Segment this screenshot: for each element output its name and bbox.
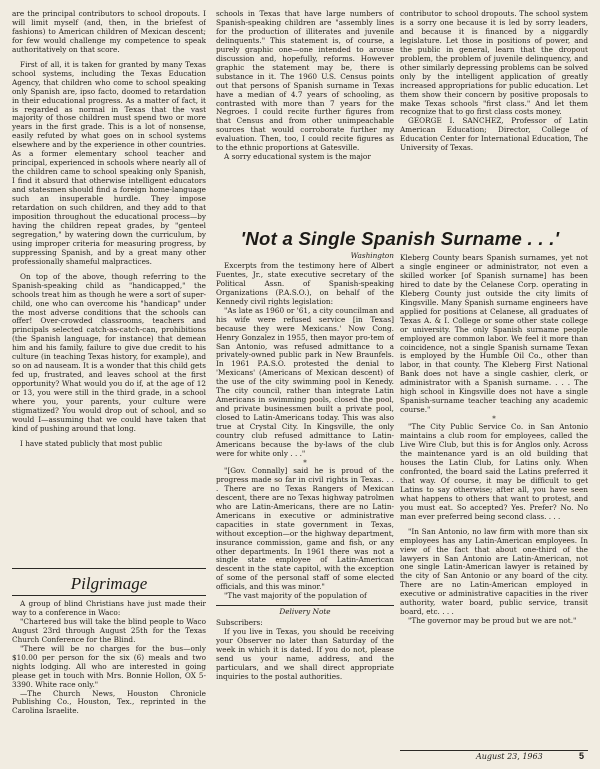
column-1-text <box>12 10 206 563</box>
paragraph: are the principal contributors to school dropouts. I will limit myself (and, then, in the briefest of fashions) to American children of Mexican descent; for few would challenge my competence to speak authoritatively on that score. <box>12 10 206 54</box>
issue-date: August 23, 1963 <box>476 752 543 761</box>
pilgrimage-title: Pilgrimage <box>70 574 148 593</box>
paragraph: A sorry educational system is the major <box>224 152 371 162</box>
column-3-top-text <box>400 10 588 220</box>
paragraph: Subscribers: <box>216 618 263 628</box>
paragraph: Kleberg County bears Spanish surnames, yet not a single engineer or administrator, not even a skilled worker [of Spanish surname] has been hired to date by the Celanese Corp. operating in Kleberg County just outside the city limits of Kingsville. Many Spanish surname engineers have applied for positions at Celanese, all graduates of Texas A. & I. College or some other state college or university. The only Spanish surname people employed are common labor. We feel it more than coincidence, not a single Spanish surname Texan is employed by the Humble Oil Co., other than labor, in that county. The Kleberg First National Bank does not have a single cashier, clerk, or administrator with a Spanish surname. . . . The high school in Kingsville does not have a single Spanish-surname teacher teaching any academic course." <box>400 254 588 415</box>
paragraph: "The City Public Service Co. in San Antonio maintains a club room for employees, called the Live Wire Club, but this is for Anglos only. Across the maintenance yard is an old building that houses the Latin Club, for Latins only. When confronted, the board said the Latins preferred it that way. Of course, it may be difficult to get Latins to say otherwise; after all, you have seen what happens to others that want to protest, and you must eat. So accepted? Yes. Prefer? No. No man ever preferred being second class. . . . <box>400 422 588 521</box>
paragraph: "There will be no charges for the bus—only $10.00 per person for the six (6) meals and two nights lodging. All who are interested in going please get in touch with Mrs. Bonnie Hollon, OX 5-3390. White race only." <box>12 643 206 689</box>
pilgrimage-top-rule <box>12 568 206 569</box>
article-headline: 'Not a Single Spanish Surname . . .' <box>240 228 560 249</box>
paragraph: "As late as 1960 or '61, a city councilman and his wife were refused service [in Texas] because they were Mexicans.' Now Cong. Henry Gonzalez in 1955, then mayor pro-tem of San Antonio, was refused admittance to a privately-owned public park in New Braunfels. In 1961 P.A.S.O. protested the denial to 'Mexicans' (Americans of Mexican descent) of the use of the city swimming pool in Kenedy. The city council, rather than integrate Latin Americans in swimming pools, closed the pool, and private businessmen built a private pool, closed to Latin-Americans today. This was also true at Crystal City. In Kingsville, the only country club refused admittance to Latin-Americans because the by-laws of the club were for white only . . ." <box>216 305 394 458</box>
column-2-bottom-text <box>216 252 394 762</box>
separator-asterisk: * <box>303 458 307 467</box>
paragraph: "[Gov. Connally] said he is proud of the progress made so far in civil rights in Texas. . . . There are no Texas Rangers of Mexican descent, there are no Texas highway patrolmen who are Latin-Americans, there are no Latin-Americans in executive or administrative capacities in state government in Texas, without exception—or the highway department, insurance commission, game and fish, or any other departments. In 1961 there was not a single state employee of Latin-American descent in the state capitol, with the exception of some of the personal staff of some elected officials, and this was minor." <box>216 465 394 592</box>
column-3-bottom-text <box>400 254 588 748</box>
pilgrimage-text <box>12 600 206 762</box>
page-number: 5 <box>579 751 585 761</box>
paragraph: "In San Antonio, no law firm with more than six employees has any Latin-American employees. In view of the fact that about one-third of the lawyers in San Antonio are Latin-American, not one single Latin-American lawyer is retained by the city of San Antonio or any board of the city. There are no Latin-American employed in executive or administrative capacities in the river authority, water board, public service, transit board, etc. . . . <box>400 526 588 617</box>
column-2-top-text <box>216 10 394 220</box>
paragraph: "The governor may be proud but we are not." <box>408 616 577 626</box>
signature: GEORGE I. SANCHEZ, Professor of Latin American Education; Director, College of Education Center for International Education, The University of Texas. <box>400 116 588 153</box>
paragraph: On top of the above, though referring to the Spanish-speaking child as "handicapped," the schools treat him as though he were a sort of super-child, one who can overcome his "handicap" under the most adverse conditions that the schools can offer! Over-crowded classrooms, teachers and principals selected catch-as-catch-can, prohibitions (the Spanish language, for instance) that demean him and his family, failure to give due credit to his culture (in teaching Texas history, for example), and so on ad nauseam. It is a wonder that this child gets fed up, frustrated, and leaves school at the first opportunity? What would you do if, at the age of 12 or 13, you were still in the third grade, in a school where you, your parents, your culture were stigmatized? You would drop out of school, and so would I—assuming that we could have taken that kind of pushing around that long. <box>12 271 206 433</box>
delivery-note-rule <box>216 605 394 606</box>
delivery-note-title: Delivery Note <box>279 607 331 617</box>
paragraph: "The vast majority of the population of <box>224 591 367 601</box>
separator-asterisk: * <box>492 415 496 424</box>
pilgrimage-title-rule <box>12 595 206 596</box>
paragraph: A group of blind Christians have just made their way to a conference in Waco: <box>12 600 206 617</box>
paragraph: I have stated publicly that most public <box>20 438 163 448</box>
dateline: Washington <box>350 252 394 260</box>
paragraph: contributor to school dropouts. The school system is a sorry one because it is led by sorry leaders, and because it is financed by a niggardly legislature. Let those in positions of power, and the public in general, learn that the dropout problem, the problem of juvenile delinquency, and other similarly depressing problems can be solved only by the intelligent application of greatly increased appropriations for public education. Let them show their concern by positive proposals to make Texas schools "first class." And let them recognize that to go first class costs money. <box>400 10 588 117</box>
paragraph: "Chartered bus will take the blind people to Waco August 23rd through August 25th for the Texas Church Conference for the Blind. <box>12 616 206 644</box>
paragraph: If you live in Texas, you should be receiving your Observer no later than Saturday of the week in which it is dated. If you do not, please send us your name, address, and the particulars, and we shall direct appropriate inquiries to the postal authorities. <box>216 627 394 681</box>
paragraph: schools in Texas that have large numbers of Spanish-speaking children are "assembly lines for the production of illiterates and juvenile delinquents." This statement is, of course, a purely graphic one—one intended to arouse discussion and, hopefully, reforms. However graphic the statement may be, there is substance in it. The 1960 U.S. Census points out that persons of Spanish surname in Texas have a median of 4.7 years of schooling, as contrasted with more than 7 years for the Negroes. I could recite further figures from that Census and from other unimpeachable sources that would corroborate further my evaluation. Then, too, I could recite figures as to the ethnic proportions at Gatesville. <box>216 10 394 153</box>
footer-rule <box>400 750 588 751</box>
paragraph: —The Church News, Houston Chronicle Publishing Co., Houston, Tex., reprinted in the Carolina Israelite. <box>12 688 206 716</box>
paragraph: Excerpts from the testimony here of Albert Fuentes, Jr., state executive secretary of the Political Assn. of Spanish-speaking Organizations (P.A.S.O.), on behalf of the Kennedy civil rights legislation: <box>216 260 394 306</box>
paragraph: First of all, it is taken for granted by many Texas school systems, including the Texas Education Agency, that children who come to school speaking only Spanish are, ipso facto, doomed to retardation in their educational progress. As a matter of fact, it is regarded as normal in Texas that the vast majority of those children must spend two or more years in the first grade. This is a lot of nonsense, easily refuted by what goes on in school systems elsewhere and by the experience in other countries. As a former elementary school teacher and principal, experienced in schools where nearly all of the children came to school speaking only Spanish, I find it absurd that otherwise intelligent educators and statesmen should find a foreign home-language such an insuperable hurdle. They impose retardation on such children, and they add to that imposition throughout the educational process—by having the children repeat grades, by "genteel segregation," by watering down the curriculum, by using improper criteria for measuring progress, by suppressing Spanish, and by a great many other professionally shameful malpractices. <box>12 59 206 266</box>
